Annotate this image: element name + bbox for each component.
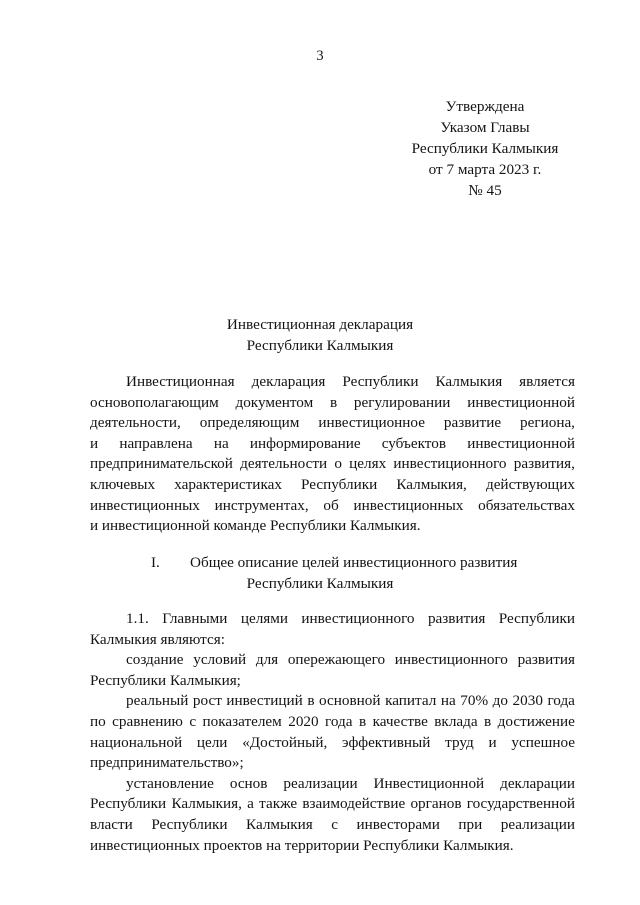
- word: действующих: [485, 475, 575, 493]
- section-title-line: Республики Калмыкия: [246, 575, 394, 592]
- word: основополагающим: [90, 393, 219, 411]
- word: при: [458, 815, 483, 833]
- page-number: 3: [316, 48, 324, 64]
- word: капитал: [385, 692, 437, 710]
- paragraph-line: [90, 650, 575, 671]
- word: определяющим: [199, 414, 300, 432]
- word: Республики: [301, 475, 378, 493]
- word: 2030: [512, 692, 543, 710]
- paragraph-line: [90, 794, 575, 815]
- word: инвестиционных: [90, 496, 200, 514]
- word: цели: [196, 733, 228, 751]
- document-title-line: Республики Калмыкия: [246, 337, 394, 354]
- word: Калмыкия,: [396, 475, 467, 493]
- word: с: [189, 712, 197, 730]
- paragraph-line: [90, 691, 575, 712]
- word: обязательствах: [478, 496, 575, 514]
- paragraph-line: [90, 475, 575, 496]
- word: характеристиках: [174, 475, 282, 493]
- word: Калмыкия,: [171, 795, 242, 813]
- paragraph-line: предпринимательство»;: [90, 754, 244, 772]
- word: реализации: [283, 774, 358, 792]
- section-number: I.: [151, 554, 160, 571]
- word: инвестиционного: [393, 455, 507, 473]
- paragraph-line: [90, 454, 575, 475]
- word: 2020: [288, 712, 319, 730]
- paragraph-line: [90, 434, 575, 455]
- word: года: [547, 692, 575, 710]
- word: государственной: [466, 795, 575, 813]
- document-title-line: Инвестиционная декларация: [226, 316, 414, 333]
- paragraph-line: [90, 496, 575, 517]
- word: и: [90, 434, 99, 452]
- word: до: [492, 692, 508, 710]
- word: деятельности: [240, 455, 328, 473]
- word: 1.1.: [126, 610, 149, 627]
- paragraph-line: [90, 712, 575, 733]
- word: инвестиционное: [318, 414, 425, 432]
- word: Калмыкия: [246, 815, 313, 833]
- word: создание: [126, 651, 184, 669]
- word: эффективный: [342, 733, 431, 751]
- word: показателем: [202, 712, 282, 730]
- word: реальный: [126, 692, 189, 710]
- word: органов: [410, 795, 462, 813]
- approval-line: от 7 марта 2023 г.: [428, 161, 542, 178]
- paragraph-line: [90, 413, 575, 434]
- word: Республики: [90, 795, 167, 813]
- word: Главными: [162, 610, 228, 627]
- word: «Достойный,: [242, 733, 328, 751]
- approval-line: Утверждена: [445, 98, 525, 115]
- approval-stamp: [395, 96, 575, 201]
- word: о: [334, 455, 342, 473]
- word: развития: [427, 610, 486, 627]
- word: развития,: [513, 455, 575, 473]
- word: информирование: [249, 434, 361, 452]
- word: сравнению: [112, 712, 183, 730]
- word: регулировании: [353, 393, 451, 411]
- word: деятельности,: [90, 414, 181, 432]
- word: ключевых: [90, 475, 156, 493]
- word: предпринимательской: [90, 455, 233, 473]
- approval-line: Республики Калмыкия: [411, 140, 559, 157]
- word: инвестиционного: [394, 651, 508, 669]
- approval-line: Указом Главы: [440, 119, 530, 136]
- paragraph-line: [90, 609, 575, 630]
- word: инвесторами: [356, 815, 440, 833]
- word: условий: [193, 651, 247, 669]
- word: взаимодействие: [302, 795, 406, 813]
- word: а: [247, 795, 254, 813]
- word: инвестиционных: [353, 496, 464, 514]
- word: инвестиционного: [301, 610, 415, 627]
- word: достижение: [497, 712, 575, 730]
- word: на: [440, 692, 456, 710]
- intro-paragraph: [90, 372, 575, 537]
- word: инвестиционной: [467, 393, 575, 411]
- paragraph-line: [90, 393, 575, 414]
- word: национальной: [90, 733, 183, 751]
- word: и: [488, 733, 497, 751]
- word: развитие: [443, 414, 502, 432]
- paragraph-line: Калмыкия являются:: [90, 630, 225, 648]
- word: основной: [319, 692, 381, 710]
- word: Республики: [342, 373, 419, 390]
- word: является: [519, 373, 575, 390]
- word: реализации: [500, 815, 575, 833]
- word: по: [90, 712, 106, 730]
- word: в: [358, 712, 367, 730]
- word: с: [331, 815, 338, 833]
- word: 70%: [460, 692, 489, 710]
- word: инвестиционной: [467, 434, 575, 452]
- word: власти: [90, 815, 133, 833]
- word: целях: [349, 455, 387, 473]
- word: декларация: [251, 373, 326, 390]
- word: целями: [240, 610, 288, 627]
- paragraph-line: [90, 372, 575, 393]
- word: направлена: [119, 434, 193, 452]
- section-title-line: Общее описание целей инвестиционного развития: [190, 554, 518, 571]
- paragraph-line: [90, 733, 575, 754]
- document-title: [0, 314, 640, 356]
- word: установление: [126, 774, 214, 792]
- word: для: [255, 651, 279, 669]
- approval-line: № 45: [468, 182, 502, 199]
- word: рост: [192, 692, 222, 710]
- word: об: [323, 496, 339, 514]
- word: на: [213, 434, 229, 452]
- word: также: [259, 795, 298, 813]
- word: Инвестиционная: [126, 373, 235, 390]
- word: основ: [229, 774, 268, 792]
- word: Инвестиционной: [373, 774, 485, 792]
- word: декларации: [500, 774, 575, 792]
- word: опережающего: [287, 651, 386, 669]
- word: региона,: [520, 414, 575, 432]
- paragraph-line: [90, 815, 575, 836]
- word: в: [329, 393, 338, 411]
- word: субъектов: [381, 434, 447, 452]
- word: инвестиций: [226, 692, 303, 710]
- paragraph-line: и инвестиционной команде Республики Калмыкия.: [90, 517, 421, 535]
- word: вклада: [434, 712, 478, 730]
- word: развития: [517, 651, 575, 669]
- word: Республики: [498, 610, 575, 627]
- word: инструментах,: [214, 496, 309, 514]
- word: Калмыкия: [435, 373, 503, 390]
- word: качестве: [372, 712, 428, 730]
- word: Республики: [151, 815, 228, 833]
- word: в: [484, 712, 492, 730]
- paragraph-line: Республики Калмыкия;: [90, 671, 241, 689]
- paragraph-line: [90, 774, 575, 795]
- word: в: [307, 692, 315, 710]
- word: труд: [445, 733, 474, 751]
- paragraph-line: инвестиционных проектов на территории Республики Калмыкия.: [90, 836, 514, 854]
- word: успешное: [511, 733, 575, 751]
- goals-paragraph: [90, 609, 575, 856]
- word: года: [325, 712, 353, 730]
- word: документом: [235, 393, 314, 411]
